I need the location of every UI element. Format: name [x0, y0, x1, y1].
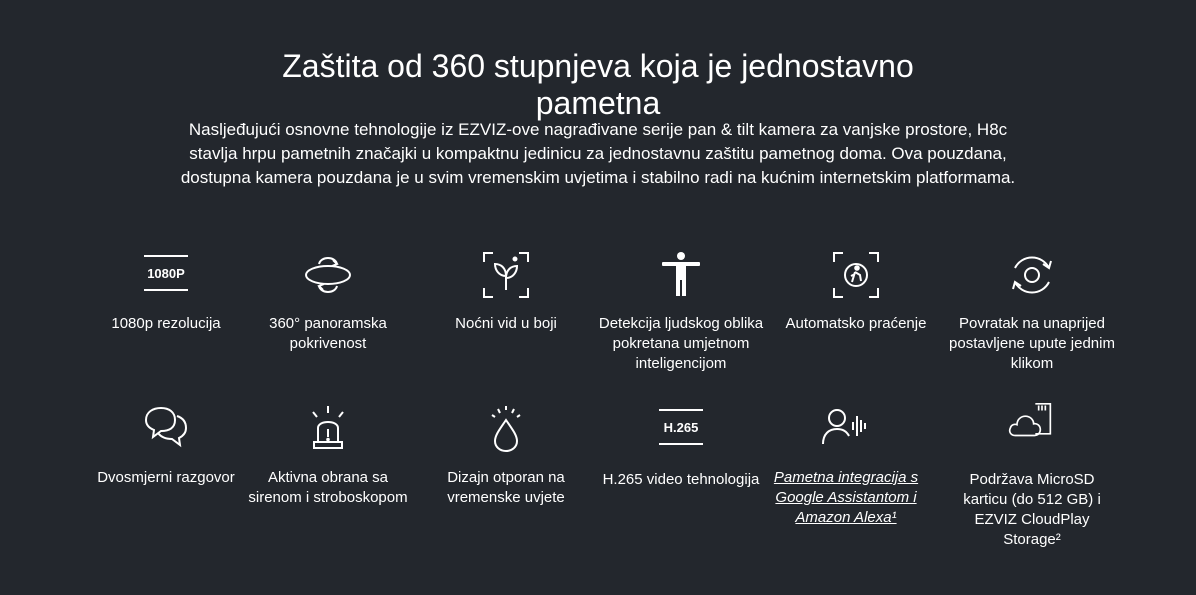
feature-label: 360° panoramska pokrivenost	[269, 315, 387, 352]
section-title: Zaštita od 360 stupnjeva koja je jednostavno pametna	[282, 48, 914, 121]
1080p-badge-icon	[141, 250, 191, 300]
h265-badge-text: H.265	[663, 420, 699, 435]
1080p-badge-text: 1080P	[147, 266, 185, 281]
feature-label: 1080p rezolucija	[111, 315, 221, 332]
preset-return-icon	[1007, 250, 1057, 300]
microsd-cloud-icon	[1007, 398, 1057, 448]
section-intro: Nasljeđujući osnovne tehnologije iz EZVIZ-ove nagrađivane serije pan & tilt kamera za vanjske prostore, H8c stavlja hrpu pametnih značajki u kompaktnu jedinicu za jednostavnu zaštitu pametnog doma. Ova pouzdana, dostupna kamera pouzdana je u svim vremenskim uvjetima i stabilno radi na kućnim internetskim platformama.	[180, 120, 1016, 187]
voice-assistant-icon	[821, 404, 871, 454]
feature-label: Dizajn otporan na vremenske uvjete	[447, 469, 565, 506]
motion-tracking-icon	[831, 250, 881, 300]
weatherproof-drop-icon	[481, 404, 531, 454]
feature-label: Noćni vid u boji	[455, 315, 557, 332]
feature-label: Podržava MicroSD karticu (do 512 GB) i EZVIZ CloudPlay Storage²	[963, 471, 1101, 548]
feature-label: H.265 video tehnologija	[602, 471, 760, 488]
human-figure-icon	[656, 250, 706, 300]
siren-strobe-icon	[303, 404, 353, 454]
feature-label: Dvosmjerni razgovor	[97, 469, 235, 486]
feature-label: Automatsko praćenje	[785, 315, 927, 332]
night-vision-plant-icon	[481, 250, 531, 300]
two-way-talk-icon	[141, 404, 191, 454]
h265-badge-icon	[656, 404, 706, 454]
voice-assistant-link[interactable]: Pametna integracija s Google Assistantom i Amazon Alexa¹	[773, 469, 919, 526]
feature-label: Aktivna obrana sa sirenom i stroboskopom	[248, 469, 408, 506]
feature-label: Povratak na unaprijed postavljene upute jednim klikom	[949, 315, 1115, 372]
360-rotation-icon	[303, 250, 353, 300]
feature-label: Detekcija ljudskog oblika pokretana umjetnom inteligencijom	[598, 315, 764, 372]
